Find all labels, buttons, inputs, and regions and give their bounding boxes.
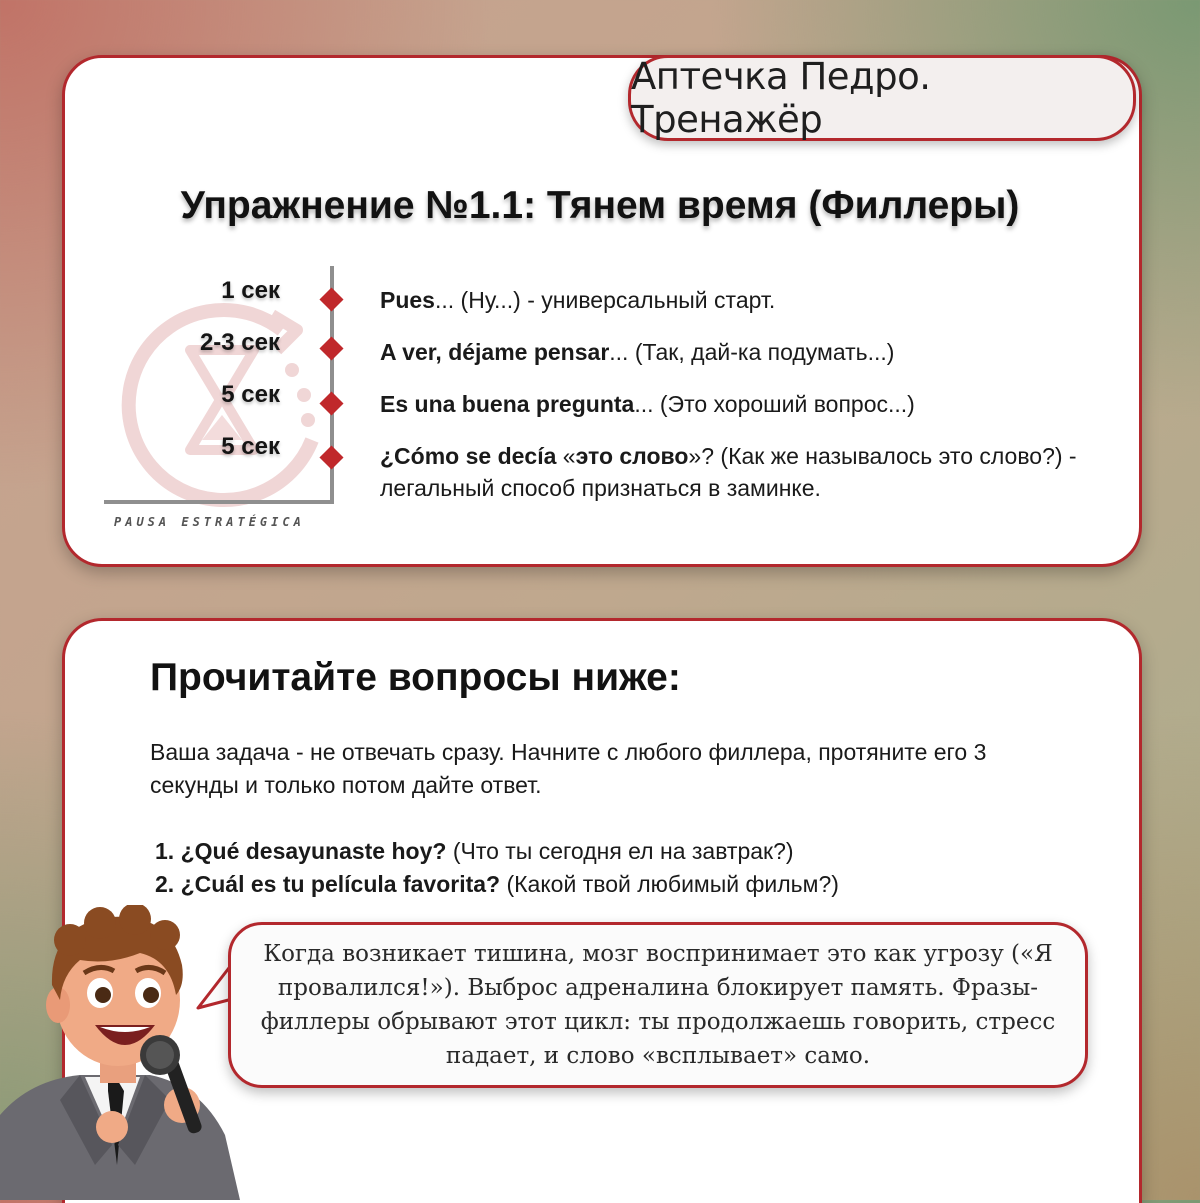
speaker-with-microphone [0, 905, 240, 1200]
questions-title: Прочитайте вопросы ниже: [150, 656, 681, 699]
time-label: 2-3 сек [199, 329, 280, 356]
task-text: Ваша задача - не отвечать сразу. Начните с любого филлера, протяните его 3 секунды и только потом дайте ответ. [150, 739, 987, 798]
filler-phrase: Es una buena pregunta... (Это хороший вопрос...) [380, 391, 915, 417]
exercise-title: Упражнение №1.1: Тянем время (Филлеры) [180, 184, 1020, 227]
time-label: 5 сек [221, 433, 280, 460]
speech-bubble [228, 922, 1088, 1088]
filler-phrase: ¿Cómo se decía «это слово»? (Как же называлось это слово?) - легальный способ признаться в заминке. [380, 443, 1077, 501]
timeline-axis-horizontal [104, 500, 334, 504]
axis-caption: PAUSA ESTRATÉGICA [114, 515, 305, 529]
list-item: 2. ¿Cuál es tu película favorita? (Какой твой любимый фильм?) [155, 871, 839, 897]
filler-phrase: A ver, déjame pensar... (Так, дай-ка подумать...) [380, 339, 895, 365]
time-label: 1 сек [221, 277, 280, 304]
list-item: 1. ¿Qué desayunaste hoy? (Что ты сегодня ел на завтрак?) [155, 838, 794, 864]
question-list [155, 835, 839, 901]
filler-phrase: Pues... (Ну...) - универсальный старт. [380, 287, 776, 313]
time-label: 5 сек [221, 381, 280, 408]
bubble-text: Когда возникает тишина, мозг воспринимает это как угрозу («Я провалился!»). Выброс адреналина блокирует память. Фразы-филлеры обрывают этот цикл: ты продолжаешь говорить, стресс падает, и слово «всплывает» само. [260, 941, 1056, 1069]
brand-title: Аптечка Педро. Тренажёр [628, 55, 1136, 141]
